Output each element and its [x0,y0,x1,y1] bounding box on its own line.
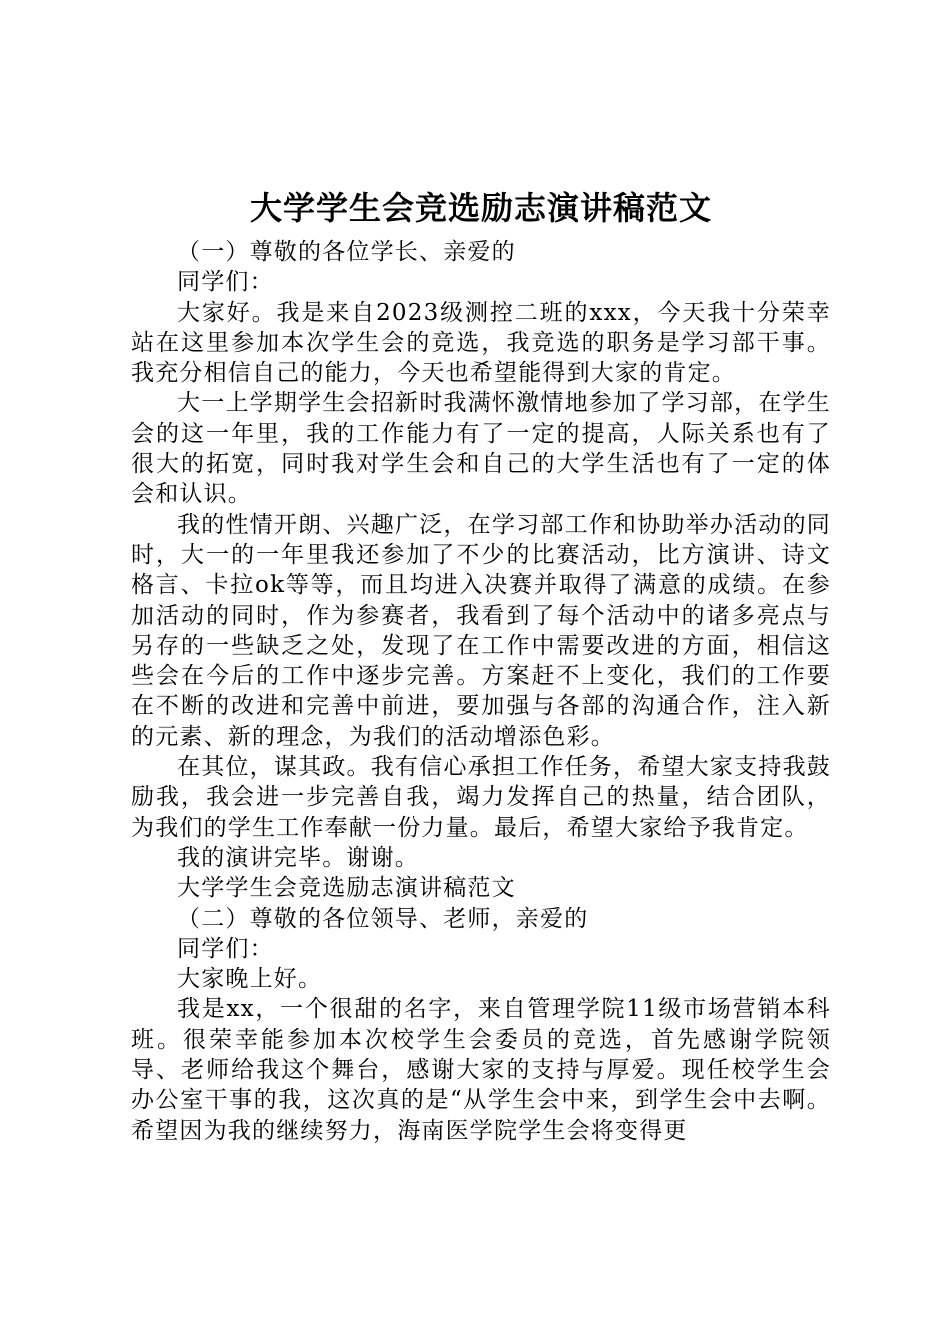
paragraph-salutation-2-cont: 同学们： [177,935,274,962]
document-body [131,183,831,1146]
paragraph-salutation-2: （二）尊敬的各位领导、老师，亲爱的 [177,905,589,932]
paragraph-greeting-2: 大家晚上好。 [177,966,323,993]
document-title: 大学学生会竞选励志演讲稿范文 [249,189,712,227]
paragraph-greeting-1: 大家好。我是来自2023级测控二班的xxx，今天我十分荣幸站在这里参加本次学生会的竞选，我竞选的职务是学习部干事。我充分相信自己的能力，今天也希望能得到大家的肯定。 [131,299,831,387]
paragraph-subtitle-2: 大学学生会竞选励志演讲稿范文 [177,875,516,902]
paragraph-experience: 大一上学期学生会招新时我满怀激情地参加了学习部，在学生会的这一年里，我的工作能力有了一定的提高，人际关系也有了很大的拓宽，同时我对学生会和自己的大学生活也有了一定的体会和认识。 [131,390,831,508]
paragraph-salutation-1-cont: 同学们： [177,269,274,296]
paragraph-commitment: 在其位，谋其政。我有信心承担工作任务，希望大家支持我鼓励我，我会进一步完善自我，竭力发挥自己的热量，结合团队，为我们的学生工作奉献一份力量。最后，希望大家给予我肯定。 [131,754,831,841]
paragraph-salutation-1: （一）尊敬的各位学长、亲爱的 [177,239,516,265]
paragraph-activities: 我的性情开朗、兴趣广泛，在学习部工作和协助举办活动的同时，大一的一年里我还参加了不少的比赛活动，比方演讲、诗文格言、卡拉ok等等，而且均进入决赛并取得了满意的成绩。在参加活动的同时，作为参赛者，我看到了每个活动中的诸多亮点与另存的一些缺乏之处，发现了在工作中需要改进的方面，相信这些会在今后的工作中逐步完善。方案赶不上变化，我们的工作要在不断的改进和完善中前进，要加强与各部的沟通合作，注入新的元素、新的理念，为我们的活动增添色彩。 [131,511,831,750]
paragraph-introduction-2: 我是xx，一个很甜的名字，来自管理学院11级市场营销本科班。很荣幸能参加本次校学生会委员的竞选，首先感谢学院领导、老师给我这个舞台，感谢大家的支持与厚爱。现任校学生会办公室干事的我，这次真的是“从学生会中来，到学生会中去啊。希望因为我的继续努力，海南医学院学生会将变得更 [131,996,831,1144]
paragraph-closing-1: 我的演讲完毕。谢谢。 [177,844,419,871]
